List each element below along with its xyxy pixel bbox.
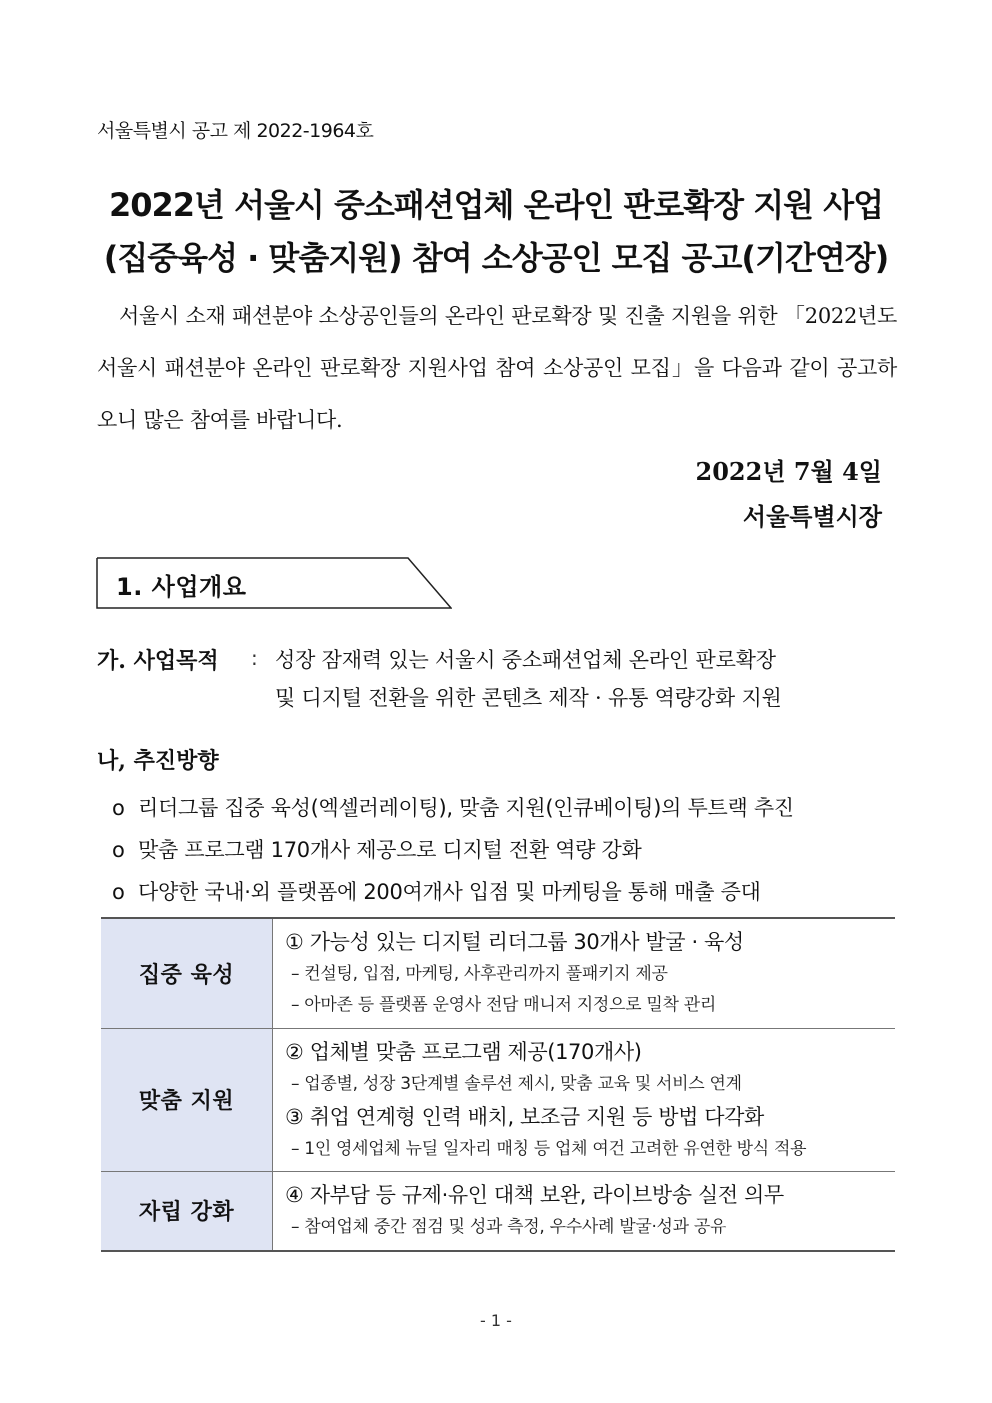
program-detail: – 1인 영세업체 뉴딜 일자리 매칭 등 업체 여건 고려한 유연한 방식 적용 [291, 1138, 807, 1159]
content-cell [273, 918, 896, 1028]
section-heading-box [96, 557, 452, 609]
bullet-text: 다양한 국내·외 플랫폼에 200여개사 입점 및 마케팅을 통해 매출 증대 [138, 880, 761, 904]
table-row [101, 918, 895, 1028]
purpose-heading: 가. 사업목적 [97, 648, 219, 674]
category-cell: 집중 육성 [101, 918, 273, 1028]
document-title-line-2: (집중육성 · 맞춤지원) 참여 소상공인 모집 공고(기간연장) [103, 239, 889, 277]
content-cell [273, 1171, 896, 1251]
purpose-separator: : [251, 646, 258, 670]
program-detail: – 컨설팅, 입점, 마케팅, 사후관리까지 풀패키지 제공 [291, 964, 668, 985]
purpose-text-line-1: 성장 잠재력 있는 서울시 중소패션업체 온라인 판로확장 [275, 648, 776, 672]
purpose-text-line-2: 및 디지털 전환을 위한 콘텐츠 제작 · 유통 역량강화 지원 [275, 686, 782, 710]
program-item: ③ 취업 연계형 인력 배치, 보조금 지원 등 방법 다각화 [285, 1104, 764, 1129]
direction-bullet [112, 834, 642, 864]
table-row [101, 1171, 895, 1251]
announcement-date: 2022년 7월 4일 [695, 457, 882, 486]
category-cell: 자립 강화 [101, 1171, 273, 1251]
bullet-text: 리더그룹 집중 육성(엑셀러레이팅), 맞춤 지원(인큐베이팅)의 투트랙 추진 [138, 796, 794, 820]
notice-number: 서울특별시 공고 제 2022-1964호 [97, 120, 374, 142]
program-detail: – 아마존 등 플랫폼 운영사 전담 매니저 지정으로 밀착 관리 [291, 995, 716, 1016]
intro-paragraph: 서울시 소재 패션분야 소상공인들의 온라인 판로확장 및 진출 지원을 위한 「2022년도 서울시 패션분야 온라인 판로확장 지원사업 참여 소상공인 모집」을 다음과 같이 공고하오니 많은 참여를 바랍니다. [97, 304, 897, 432]
direction-heading: 나, 추진방향 [97, 748, 219, 774]
program-item: ④ 자부담 등 규제·유인 대책 보완, 라이브방송 실전 의무 [285, 1183, 784, 1208]
section-heading-label: 1. 사업개요 [116, 573, 247, 601]
program-detail: – 업종별, 성장 3단계별 솔루션 제시, 맞춤 교육 및 서비스 연계 [291, 1073, 742, 1094]
program-item: ① 가능성 있는 디지털 리더그룹 30개사 발굴 · 육성 [285, 930, 744, 955]
direction-bullet [112, 876, 761, 906]
program-item: ② 업체별 맞춤 프로그램 제공(170개사) [285, 1039, 642, 1064]
program-detail: – 참여업체 중간 점검 및 성과 측정, 우수사례 발굴·성과 공유 [291, 1217, 727, 1238]
category-cell: 맞춤 지원 [101, 1028, 273, 1171]
bullet-marker: o [112, 880, 125, 904]
program-table [101, 917, 895, 1252]
table-row [101, 1028, 895, 1171]
document-title-line-1: 2022년 서울시 중소패션업체 온라인 판로확장 지원 사업 [108, 186, 884, 224]
bullet-marker: o [112, 838, 125, 862]
bullet-text: 맞춤 프로그램 170개사 제공으로 디지털 전환 역량 강화 [138, 838, 642, 862]
page-number: - 1 - [480, 1311, 512, 1330]
issuer-name: 서울특별시장 [742, 502, 882, 531]
bullet-marker: o [112, 796, 125, 820]
direction-bullet [112, 792, 794, 822]
content-cell [273, 1028, 896, 1171]
